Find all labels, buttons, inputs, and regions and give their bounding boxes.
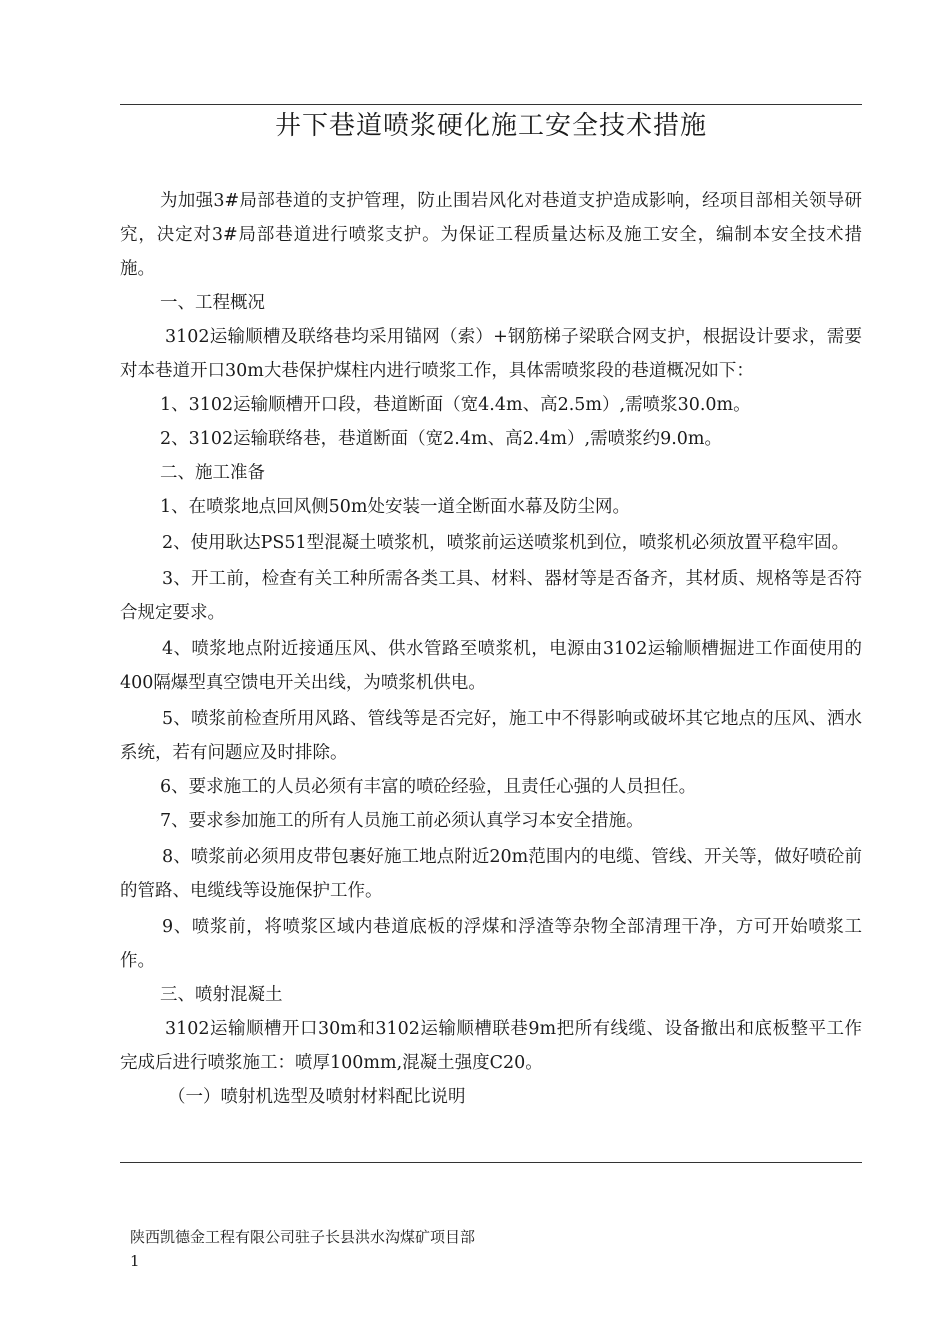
- paragraph-overview: 3102运输顺槽及联络巷均采用锚网（索）+钢筋梯子梁联合网支护，根据设计要求，需要对本巷道开口30m大巷保护煤柱内进行喷浆工作，具体需喷浆段的巷道概况如下：: [120, 327, 862, 381]
- document-title: 井下巷道喷浆硬化施工安全技术措施: [274, 111, 707, 141]
- document-body: [120, 184, 862, 1114]
- list-item: 1、在喷浆地点回风侧50m处安装一道全断面水幕及防尘网。: [160, 497, 630, 517]
- list-item: 2、3102运输联络巷，巷道断面（宽2.4m、高2.4m）,需喷浆约9.0m。: [160, 429, 723, 449]
- list-item: 2、使用耿达PS51型混凝土喷浆机，喷浆前运送喷浆机到位，喷浆机必须放置平稳牢固。: [162, 533, 850, 553]
- footer-company: 陕西凯德金工程有限公司驻子长县洪水沟煤矿项目部: [130, 1228, 476, 1246]
- list-item: 1、3102运输顺槽开口段，巷道断面（宽4.4m、高2.5m）,需喷浆30.0m。: [160, 395, 751, 415]
- list-item: 7、要求参加施工的所有人员施工前必须认真学习本安全措施。: [160, 811, 644, 831]
- section-heading-overview: 一、工程概况: [160, 293, 265, 313]
- section-heading-shotcrete: 三、喷射混凝土: [160, 985, 283, 1005]
- list-item: 3、开工前，检查有关工种所需各类工具、材料、器材等是否备齐，其材质、规格等是否符合规定要求。: [120, 569, 862, 623]
- list-item: 9、喷浆前，将喷浆区域内巷道底板的浮煤和浮渣等杂物全部清理干净，方可开始喷浆工作。: [120, 917, 862, 971]
- subsection-heading: （一）喷射机选型及喷射材料配比说明: [168, 1087, 466, 1107]
- list-item: 5、喷浆前检查所用风路、管线等是否完好，施工中不得影响或破坏其它地点的压风、洒水系统，若有问题应及时排除。: [120, 709, 862, 763]
- list-item: 8、喷浆前必须用皮带包裹好施工地点附近20m范围内的电缆、管线、开关等，做好喷砼前的管路、电缆线等设施保护工作。: [120, 847, 862, 901]
- section-heading-preparation: 二、施工准备: [160, 463, 265, 483]
- list-item: 4、喷浆地点附近接通压风、供水管路至喷浆机，电源由3102运输顺槽掘进工作面使用的400隔爆型真空馈电开关出线，为喷浆机供电。: [120, 639, 862, 693]
- list-item: 6、要求施工的人员必须有丰富的喷砼经验，且责任心强的人员担任。: [160, 777, 697, 797]
- footer-rule: [120, 1162, 862, 1163]
- paragraph-shotcrete: 3102运输顺槽开口30m和3102运输顺槽联巷9m把所有线缆、设备撤出和底板整平工作完成后进行喷浆施工：喷厚100mm,混凝土强度C20。: [120, 1019, 862, 1073]
- page-number: 1: [130, 1252, 140, 1270]
- intro-paragraph: 为加强3#局部巷道的支护管理，防止围岩风化对巷道支护造成影响，经项目部相关领导研究，决定对3#局部巷道进行喷浆支护。为保证工程质量达标及施工安全，编制本安全技术措施。: [120, 191, 862, 279]
- header-rule: [120, 104, 862, 105]
